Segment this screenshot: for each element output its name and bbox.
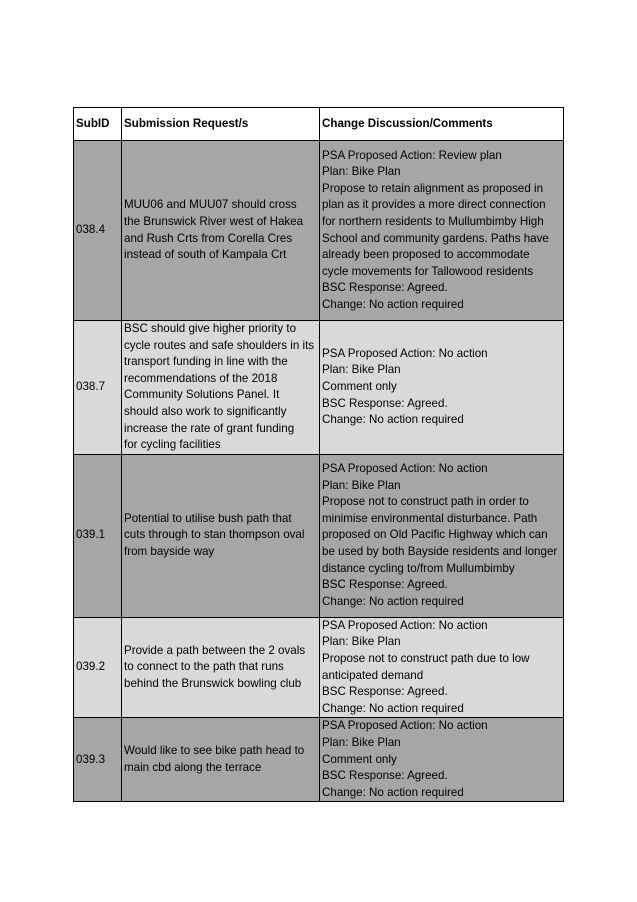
comments-cell: PSA Proposed Action: No action Plan: Bike Plan Comment only BSC Response: Agreed. Change: No action required [320,321,564,455]
header-row [74,108,564,141]
submissions-table [73,107,564,802]
header-change-comments: Change Discussion/Comments [320,108,564,141]
header-submission-request: Submission Request/s [122,108,320,141]
request-cell: Provide a path between the 2 ovals to connect to the path that runs behind the Brunswick bowling club [122,617,320,718]
table-row [74,718,564,802]
request-cell: Would like to see bike path head to main cbd along the terrace [122,718,320,802]
subid-cell: 039.3 [74,718,122,802]
subid-cell: 039.2 [74,617,122,718]
request-cell: Potential to utilise bush path that cuts through to stan thompson oval from bayside way [122,454,320,617]
table-row [74,141,564,321]
table-row [74,617,564,718]
comments-cell: PSA Proposed Action: No action Plan: Bike Plan Propose not to construct path in order to minimise environmental disturbance. Path proposed on Old Pacific Highway which can be used by both Bayside residents and longer distance cycling to/from Mullumbimby BSC Response: Agreed. Change: No action required [320,454,564,617]
subid-cell: 038.4 [74,141,122,321]
subid-cell: 038.7 [74,321,122,455]
table-row [74,321,564,455]
subid-cell: 039.1 [74,454,122,617]
comments-cell: PSA Proposed Action: No action Plan: Bike Plan Propose not to construct path due to low anticipated demand BSC Response: Agreed. Change: No action required [320,617,564,718]
table-row [74,454,564,617]
comments-cell: PSA Proposed Action: Review plan Plan: Bike Plan Propose to retain alignment as proposed in plan as it provides a more direct connection for northern residents to Mullumbimby High School and community gardens. Paths have already been proposed to accommodate cycle movements for Tallowood residents BSC Response: Agreed. Change: No action required [320,141,564,321]
header-subid: SubID [74,108,122,141]
comments-cell: PSA Proposed Action: No action Plan: Bike Plan Comment only BSC Response: Agreed. Change: No action required [320,718,564,802]
request-cell: BSC should give higher priority to cycle routes and safe shoulders in its transport funding in line with the recommendations of the 2018 Community Solutions Panel. It should also work to significantly increase the rate of grant funding for cycling facilities [122,321,320,455]
request-cell: MUU06 and MUU07 should cross the Brunswick River west of Hakea and Rush Crts from Corella Cres instead of south of Kampala Crt [122,141,320,321]
